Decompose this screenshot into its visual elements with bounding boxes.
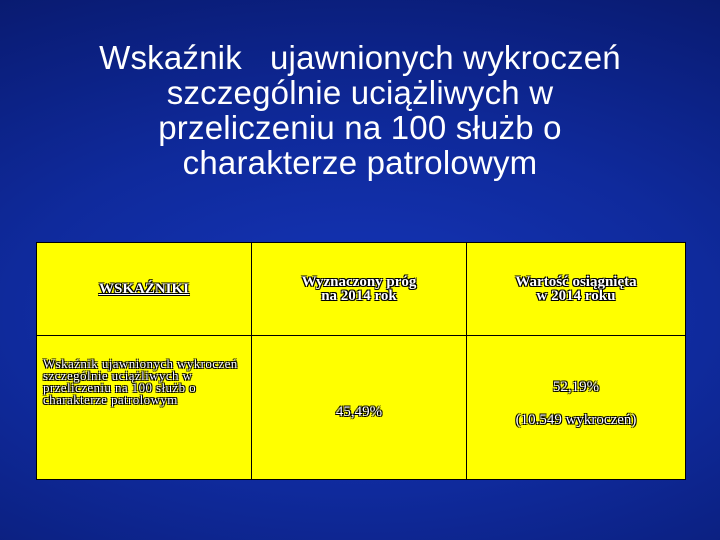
- header-threshold: [252, 243, 467, 336]
- achieved-value-cell: [467, 336, 686, 480]
- header-achieved-line-2: w 2014 roku: [536, 288, 616, 304]
- header-achieved-line-1: Wartość osiągnięta: [515, 274, 637, 290]
- table-header-row: [37, 243, 686, 336]
- header-threshold-line-1: Wyznaczony próg: [301, 274, 417, 290]
- title-line-1: Wskaźnik ujawnionych wykroczeń: [99, 39, 621, 76]
- title-line-2: szczególnie uciążliwych w: [166, 74, 554, 111]
- title-line-3: przeliczeniu na 100 służb o: [158, 109, 562, 146]
- header-indicators-label: WSKAŹNIKI: [98, 281, 190, 297]
- header-threshold-line-2: na 2014 rok: [321, 288, 397, 304]
- indicator-description: Wskaźnik ujawnionych wykroczeń szczególnie uciążliwych w przeliczeniu na 100 służb o charakterze patrolowym: [43, 356, 238, 407]
- achieved-count: (10.549 wykroczeń): [515, 411, 637, 428]
- title-line-4: charakterze patrolowym: [182, 144, 538, 181]
- achieved-value: 52,19%: [552, 378, 600, 395]
- threshold-value-cell: [252, 336, 467, 480]
- slide-title: [20, 40, 700, 180]
- table-row: [37, 336, 686, 480]
- header-indicators: [37, 243, 252, 336]
- indicator-description-cell: [37, 336, 252, 480]
- threshold-value: 45,49%: [335, 404, 383, 420]
- header-achieved: [467, 243, 686, 336]
- indicator-table: [36, 242, 686, 480]
